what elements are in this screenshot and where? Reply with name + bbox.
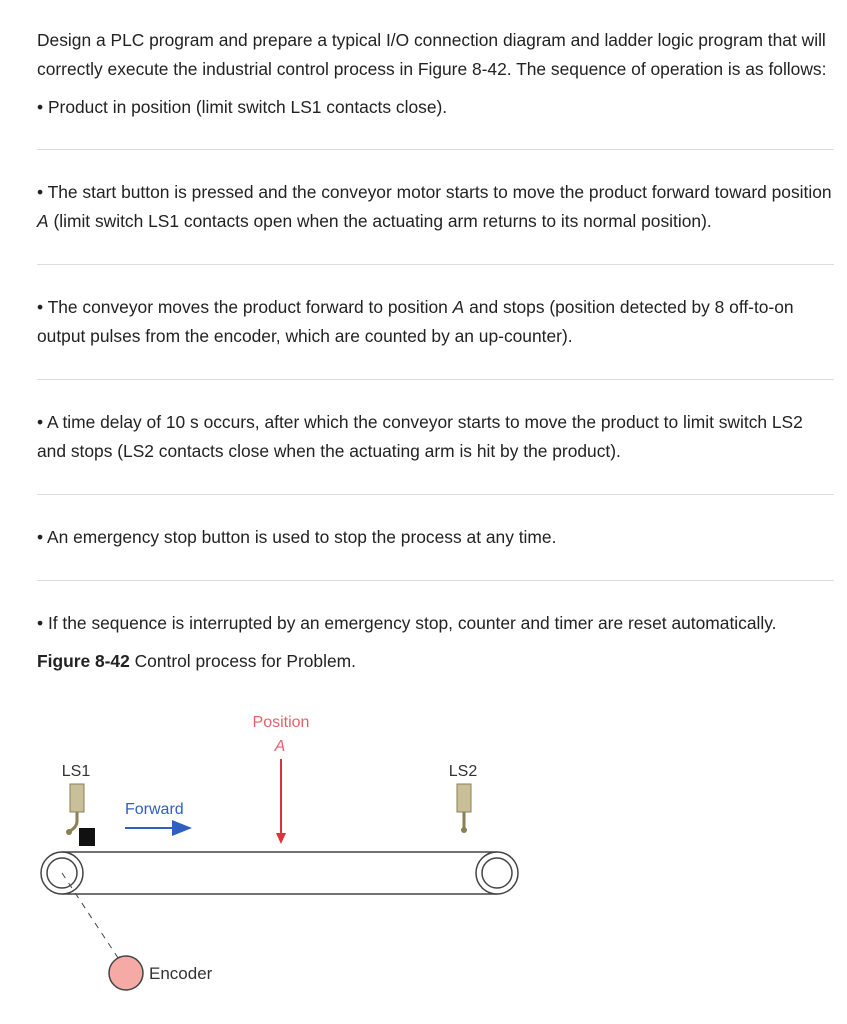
bullet: • [37,182,44,202]
ls1-roller [66,829,72,835]
step-3-italic: A [452,297,465,317]
ls1-label: LS1 [61,763,91,780]
position-letter: A [274,738,286,755]
encoder-label: Encoder [149,964,213,983]
bullet: • [37,297,44,317]
step-2-tail: (limit switch LS1 contacts open when the actuating arm returns to its normal position). [48,211,712,231]
bullet: • [37,613,44,633]
step-2-text: The start button is pressed and the conveyor motor starts to move the product forward toward position [47,182,832,202]
forward-label: Forward [125,801,184,818]
step-5 [37,523,834,552]
bullet: • [37,527,44,547]
step-1 [37,93,834,122]
problem-text [37,26,834,676]
step-4 [37,408,834,466]
encoder-coupling [62,873,126,970]
control-process-figure [30,705,530,1005]
step-1-text: Product in position (limit switch LS1 contacts close). [47,97,448,117]
step-2 [37,178,834,236]
figure-caption [37,647,834,676]
separator [37,494,834,495]
step-6-text: If the sequence is interrupted by an emergency stop, counter and timer are reset automatically. [47,613,777,633]
figure-caption-label: Figure 8-42 [37,651,130,671]
separator [37,264,834,265]
bullet: • [37,412,44,432]
right-pulley-inner [482,858,512,888]
step-2-italic: A [37,211,49,231]
step-3-text: The conveyor moves the product forward to position [47,297,453,317]
figure-caption-text: Control process for Problem. [129,651,356,671]
ls2-label: LS2 [448,763,478,780]
step-3-tail: and stops (position detected by 8 off-to-on output pulses from the encoder, which are counted by an up-counter). [37,297,794,346]
step-6 [37,609,834,638]
separator [37,580,834,581]
separator [37,379,834,380]
position-arrowhead [276,833,286,844]
position-label: Position [252,714,310,731]
ls1-actuating-arm [70,812,77,831]
step-4-text: A time delay of 10 s occurs, after which the conveyor starts to move the product to limit switch LS2 and stops (LS2 contacts close when the actuating arm is hit by the product). [37,412,803,461]
separator [37,149,834,150]
ls1-switch-body [70,784,84,812]
step-3 [37,293,834,351]
ls2-switch-body [457,784,471,812]
step-5-text: An emergency stop button is used to stop the process at any time. [46,527,557,547]
ls2-roller [461,827,467,833]
bullet: • [37,97,44,117]
product-box [79,828,95,846]
encoder-disc [109,956,143,990]
intro-paragraph: Design a PLC program and prepare a typical I/O connection diagram and ladder logic program that will correctly execute the industrial control process in Figure 8-42. The sequence of operation is as follows: [37,30,827,79]
conveyor-diagram [30,705,530,1005]
